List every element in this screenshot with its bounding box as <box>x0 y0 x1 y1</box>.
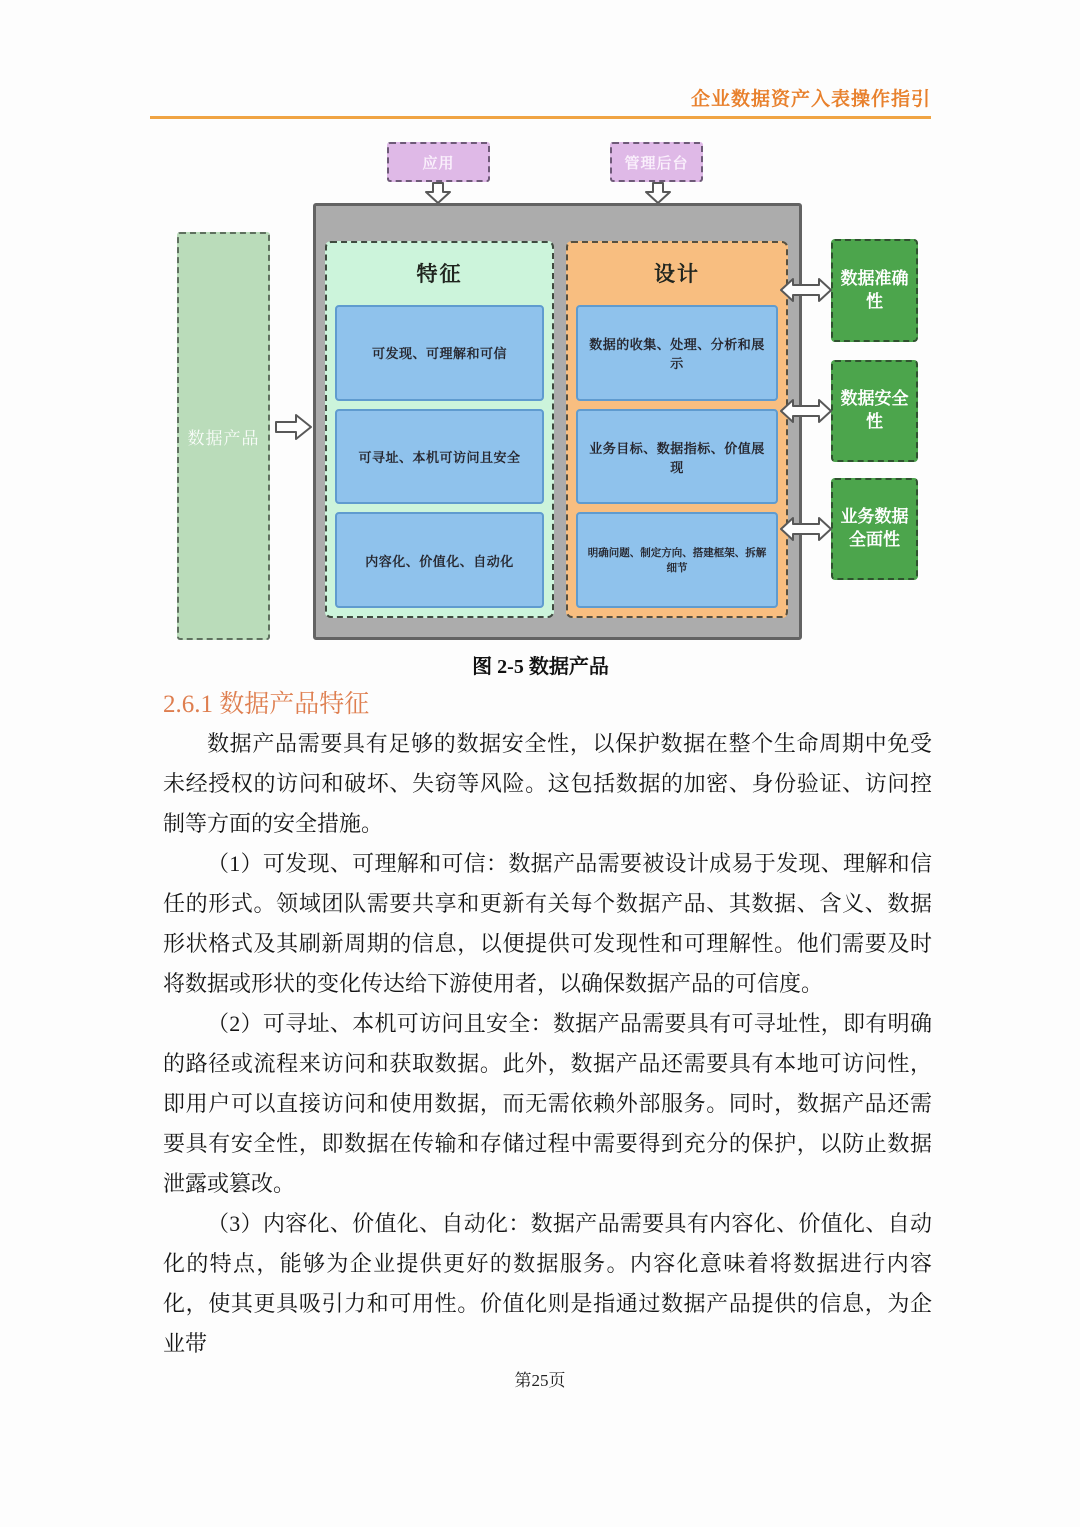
data-product-box <box>177 232 270 640</box>
arrow-down-icon <box>643 182 673 204</box>
arrow-right-icon <box>275 413 313 441</box>
design-column-title: 设计 <box>654 263 700 286</box>
body-text <box>163 724 932 1364</box>
app-box <box>387 142 490 182</box>
design-column-items <box>576 305 778 608</box>
design-item: 数据的收集、处理、分析和展示 <box>576 305 778 401</box>
business-data-completeness-label: 业务数据全面性 <box>840 507 909 549</box>
feature-item: 内容化、价值化、自动化 <box>335 512 544 608</box>
design-item: 明确问题、制定方向、搭建框架、拆解细节 <box>576 512 778 608</box>
data-security-label: 数据安全性 <box>840 389 909 431</box>
data-security-box <box>831 360 918 462</box>
data-product-box-label: 数据产品 <box>187 428 260 448</box>
feature-item: 可寻址、本机可访问且安全 <box>335 409 544 505</box>
data-accuracy-label: 数据准确性 <box>840 268 909 311</box>
admin-backend-box <box>610 142 703 182</box>
paragraph: （1）可发现、可理解和可信：数据产品需要被设计成易于发现、理解和信任的形式。领域团队需要共享和更新有关每个数据产品、其数据、含义、数据形状格式及其刷新周期的信息，以便提供可发现性和可理解性。他们需要及时将数据或形状的变化传达给下游使用者，以确保数据产品的可信度。 <box>163 851 932 996</box>
figure-2-5-diagram <box>0 0 1080 650</box>
double-arrow-icon <box>780 276 832 304</box>
double-arrow-icon <box>780 397 832 425</box>
document-header-title: 企业数据资产入表操作指引 <box>690 89 931 110</box>
page-number: 第25页 <box>514 1371 566 1390</box>
double-arrow-icon <box>780 515 832 543</box>
section-heading: 2.6.1 数据产品特征 <box>163 691 370 718</box>
feature-column-title: 特征 <box>416 263 463 286</box>
paragraph: （2）可寻址、本机可访问且安全：数据产品需要具有可寻址性，即有明确的路径或流程来访问和获取数据。此外，数据产品还需要具有本地可访问性，即用户可以直接访问和使用数据，而无需依赖外部服务。同时，数据产品还需要具有安全性，即数据在传输和存储过程中需要得到充分的保护，以防止数据泄露或篡改。 <box>163 1011 932 1196</box>
figure-caption: 图 2-5 数据产品 <box>472 656 609 678</box>
feature-item: 可发现、可理解和可信 <box>335 305 544 401</box>
feature-column <box>325 241 554 618</box>
app-box-label: 应用 <box>422 154 455 172</box>
data-accuracy-box <box>831 239 918 342</box>
design-column <box>566 241 788 618</box>
business-data-completeness-box <box>831 478 918 580</box>
admin-backend-box-label: 管理后台 <box>624 154 689 172</box>
arrow-down-icon <box>423 182 453 204</box>
paragraph: 数据产品需要具有足够的数据安全性，以保护数据在整个生命周期中免受未经授权的访问和破坏、失窃等风险。这包括数据的加密、身份验证、访问控制等方面的安全措施。 <box>163 731 932 836</box>
paragraph: （3）内容化、价值化、自动化：数据产品需要具有内容化、价值化、自动化的特点，能够为企业提供更好的数据服务。内容化意味着将数据进行内容化，使其更具吸引力和可用性。价值化则是指通过数据产品提供的信息，为企业带 <box>163 1211 932 1356</box>
feature-column-items <box>335 305 544 608</box>
design-item: 业务目标、数据指标、价值展现 <box>576 409 778 505</box>
